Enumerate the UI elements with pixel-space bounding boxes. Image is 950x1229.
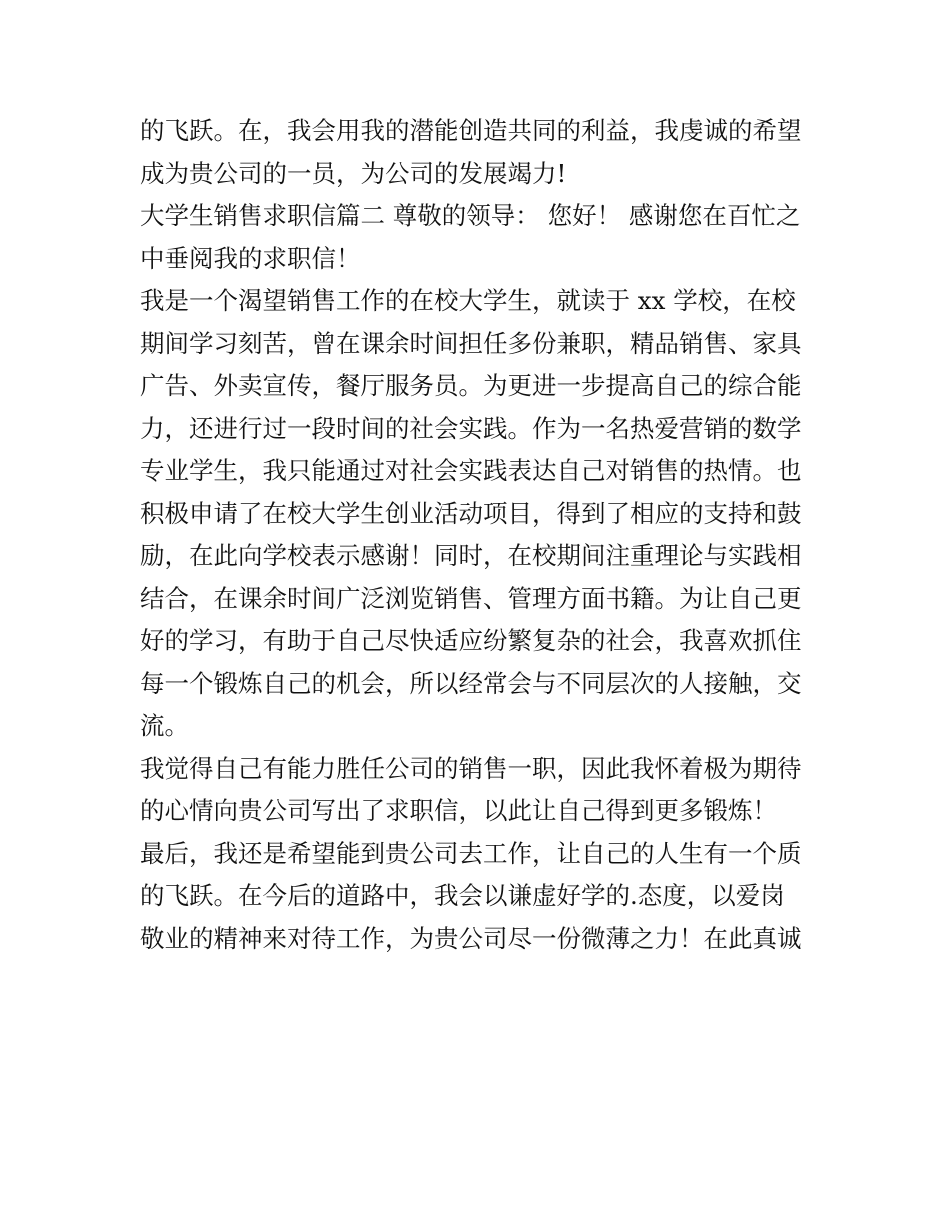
text-line: 积极申请了在校大学生创业活动项目，得到了相应的支持和鼓 (140, 498, 802, 528)
text-line: 好的学习，有助于自己尽快适应纷繁复杂的社会，我喜欢抓住 (140, 626, 802, 655)
text-line: 敬业的精神来对待工作，为贵公司尽一份微薄之力！在此真诚 (140, 923, 802, 953)
text-line: 的飞跃。在今后的道路中，我会以谦虚好学的.态度，以爱岗 (140, 881, 785, 910)
text-line: 励，在此向学校表示感谢！同时，在校期间注重理论与实践相 (140, 541, 802, 570)
text-line: 每一个锻炼自己的机会，所以经常会与不同层次的人接触，交 (140, 668, 802, 698)
text-line: 最后，我还是希望能到贵公司去工作，让自己的人生有一个质 (140, 838, 802, 868)
letter-body (140, 110, 812, 960)
text-line: 力，还进行过一段时间的社会实践。作为一名热爱营销的数学 (140, 413, 802, 443)
text-line: 的飞跃。在，我会用我的潜能创造共同的利益，我虔诚的希望 (140, 116, 802, 145)
text-line: 大学生销售求职信篇二 尊敬的领导： 您好！ 感谢您在百忙之 (140, 201, 801, 230)
text-line: 中垂阅我的求职信！ (140, 243, 361, 273)
text-line: 我觉得自己有能力胜任公司的销售一职，因此我怀着极为期待 (140, 753, 802, 783)
text-line: 专业学生，我只能通过对社会实践表达自己对销售的热情。也 (140, 456, 802, 485)
text-line: 我是一个渴望销售工作的在校大学生，就读于 xx 学校，在校 (140, 286, 796, 315)
text-line: 流。 (140, 711, 189, 740)
text-line: 广告、外卖宣传，餐厅服务员。为更进一步提高自己的综合能 (140, 371, 802, 400)
text-line: 期间学习刻苦，曾在课余时间担任多份兼职，精品销售、家具 (140, 328, 802, 358)
text-line: 成为贵公司的一员，为公司的发展竭力! (140, 158, 567, 188)
text-line: 的心情向贵公司写出了求职信，以此让自己得到更多锻炼！ (140, 796, 777, 825)
text-line: 结合，在课余时间广泛浏览销售、管理方面书籍。为让自己更 (140, 583, 802, 613)
